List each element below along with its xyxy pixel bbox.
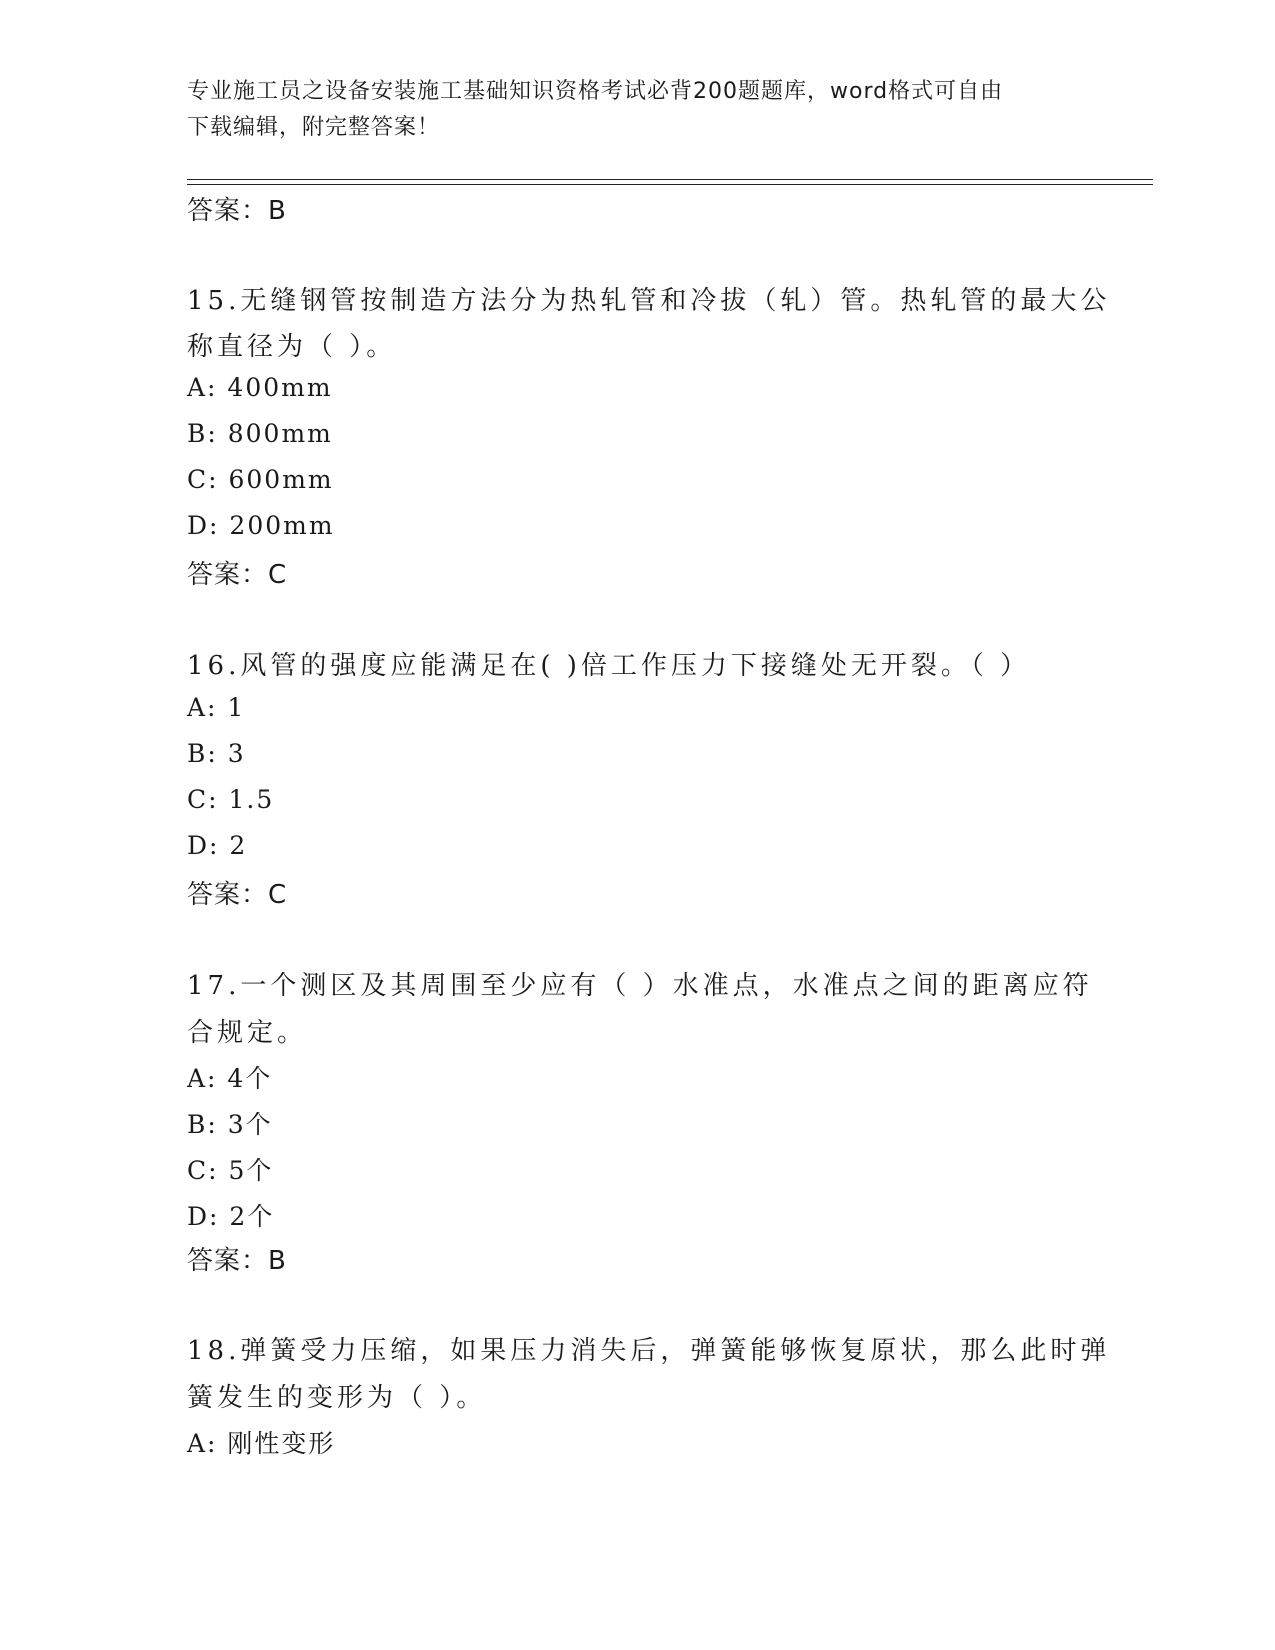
question-17-option-c: C: 5个 (187, 1156, 274, 1185)
question-16-option-d: D: 2 (187, 831, 248, 860)
question-18-text-line-1: 18.弹簧受力压缩，如果压力消失后，弹簧能够恢复原状，那么此时弹 (187, 1336, 1111, 1366)
question-17-option-d: D: 2个 (187, 1202, 275, 1231)
question-16-option-c: C: 1.5 (187, 785, 275, 814)
question-17-text-line-1: 17.一个测区及其周围至少应有（ ）水准点，水准点之间的距离应符 (187, 971, 1093, 1001)
question-15-option-a: A: 400mm (187, 373, 333, 402)
question-15-answer: 答案：C (187, 560, 288, 590)
question-18-text-line-2: 簧发生的变形为（ ）。 (187, 1383, 487, 1413)
header-title-line-1: 专业施工员之设备安装施工基础知识资格考试必背200题题库，word格式可自由 (187, 79, 1004, 104)
question-16-option-b: B: 3 (187, 739, 246, 768)
question-16-option-a: A: 1 (187, 693, 246, 722)
answer-14: 答案：B (187, 196, 287, 226)
question-15-text-line-1: 15.无缝钢管按制造方法分为热轧管和冷拔（轧）管。热轧管的最大公 (187, 286, 1111, 316)
header-divider (187, 179, 1153, 185)
header-title-line-2: 下载编辑，附完整答案！ (187, 115, 441, 140)
question-16-answer: 答案：C (187, 880, 288, 910)
question-15-option-c: C: 600mm (187, 465, 334, 494)
question-15-option-d: D: 200mm (187, 511, 335, 540)
question-17-answer: 答案：B (187, 1246, 287, 1276)
question-15-text-line-2: 称直径为（ ）。 (187, 332, 397, 362)
question-17-option-a: A: 4个 (187, 1064, 273, 1093)
question-16-text-line-1: 16.风管的强度应能满足在( )倍工作压力下接缝处无开裂。（ ） (187, 651, 1031, 681)
question-18-option-a: A: 刚性变形 (187, 1429, 336, 1458)
question-15-option-b: B: 800mm (187, 419, 333, 448)
document-header (187, 74, 1067, 146)
question-17-text-line-2: 合规定。 (187, 1018, 308, 1048)
question-17-option-b: B: 3个 (187, 1110, 273, 1139)
